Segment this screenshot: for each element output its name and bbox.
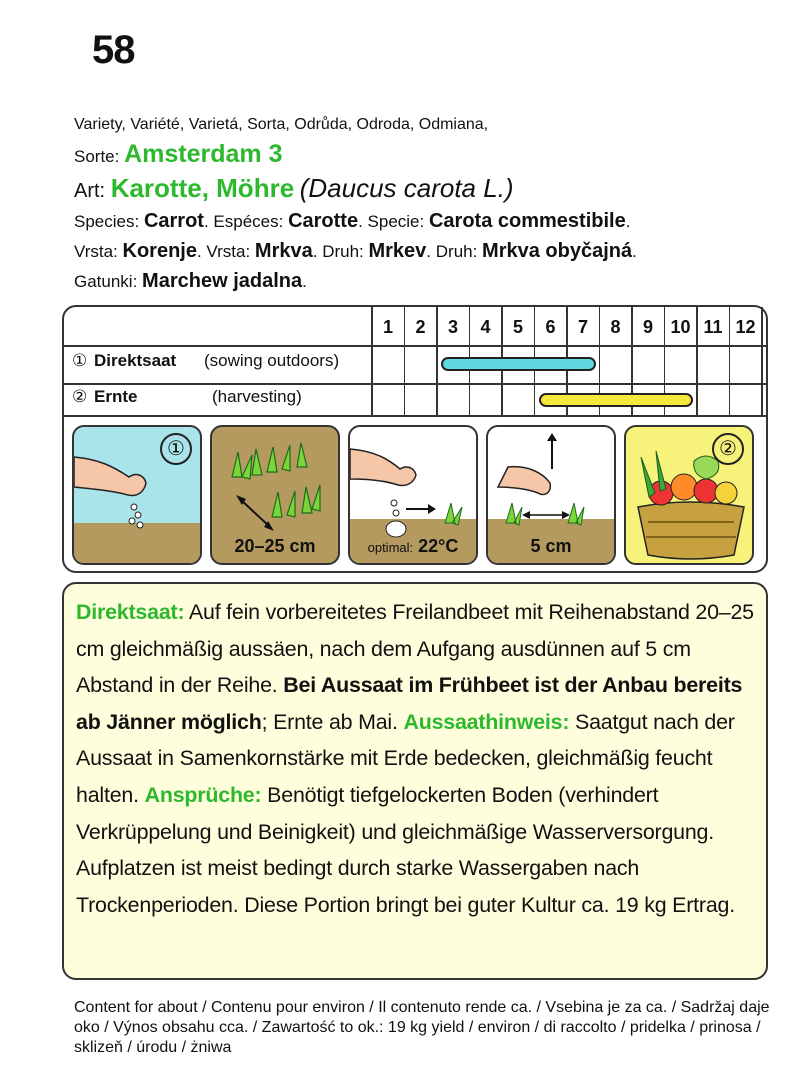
month-label: 8 bbox=[610, 317, 621, 337]
name-label: Species: bbox=[74, 212, 144, 231]
thinning-caption: 5 cm bbox=[530, 536, 572, 556]
month-label: 11 bbox=[703, 317, 723, 337]
separator: . bbox=[203, 212, 214, 231]
variety-line: Variety, Variété, Varietá, Sorta, Odrůda, Odroda, Odmiana, bbox=[74, 116, 489, 133]
temperature-value: 22°C bbox=[418, 536, 459, 556]
name-value: Carrot bbox=[143, 210, 204, 232]
separator: . bbox=[632, 242, 637, 261]
keyword-aussaathinweis: Aussaathinweis: bbox=[403, 709, 570, 734]
keyword-direktsaat: Direktsaat: bbox=[76, 600, 185, 624]
row-label: Ernte bbox=[94, 387, 138, 406]
temperature-label: optimal: bbox=[367, 540, 414, 555]
name-value: Korenje bbox=[122, 240, 197, 262]
gatunki-line bbox=[74, 270, 307, 293]
name-value: Marchew jadalna bbox=[142, 270, 303, 292]
name-value: Carotte bbox=[288, 210, 359, 232]
step-number: ② bbox=[712, 433, 744, 465]
name-label: Specie: bbox=[367, 212, 429, 231]
grid-line bbox=[64, 415, 768, 417]
art-name: Karotte, Möhre bbox=[110, 173, 295, 203]
row-number: ② bbox=[72, 387, 88, 406]
sorte-label: Sorte: bbox=[74, 147, 120, 166]
name-label: Vrsta: bbox=[206, 242, 255, 261]
month-label: 2 bbox=[415, 317, 426, 337]
row-note: (harvesting) bbox=[212, 387, 302, 406]
variety-name: Amsterdam 3 bbox=[124, 140, 283, 168]
description-paragraph bbox=[76, 594, 754, 923]
picto-row-spacing bbox=[210, 425, 340, 565]
sowing-bar bbox=[441, 357, 596, 371]
month-label: 5 bbox=[512, 317, 523, 337]
description-box bbox=[62, 582, 768, 980]
name-value: Mrkva obyčajná bbox=[482, 240, 633, 262]
picto-harvest bbox=[624, 425, 754, 565]
month-label: 3 bbox=[447, 317, 458, 337]
name-label: Vrsta: bbox=[74, 242, 123, 261]
picto-sowing bbox=[72, 425, 202, 565]
name-label: Druh: bbox=[322, 242, 369, 261]
name-value: Mrkev bbox=[368, 240, 427, 262]
footer-yield-note: Content for about / Contenu pour environ / Il contenuto rende ca. / Vsebina je za ca. / Sadržaj daje oko / Výnos obsahu cca. / Zawartość to ok.: 19 kg yield / environ / di raccolto / pridelka / prinosa / sklizeň / úrodu / żniwa bbox=[74, 999, 770, 1056]
grid-line bbox=[64, 383, 768, 385]
latin-name: (Daucus carota L.) bbox=[299, 173, 514, 203]
calendar-box bbox=[62, 305, 768, 573]
temperature-caption bbox=[350, 536, 476, 557]
month-label: 1 bbox=[382, 317, 393, 337]
name-value: Mrkva bbox=[254, 240, 313, 262]
separator: . bbox=[312, 242, 323, 261]
name-label: Espéces: bbox=[213, 212, 289, 231]
art-label: Art: bbox=[74, 180, 106, 202]
month-label: 7 bbox=[577, 317, 588, 337]
picto-temperature bbox=[348, 425, 478, 565]
name-label: Gatunki: bbox=[74, 272, 143, 291]
text-part: Saatgut nach der Aussaat in Samenkornstärke mit Erde bedecken, gleichmäßig feucht halten. bbox=[76, 709, 735, 807]
text-part: Auf fein vorbereitetes Freilandbeet mit Reihenabstand 20–25 cm gleichmäßig aussäen, nach dem Aufgang ausdünnen auf 5 cm Abstand in der Reihe. bbox=[76, 600, 754, 698]
month-label: 4 bbox=[480, 317, 491, 337]
month-label: 6 bbox=[545, 317, 556, 337]
bold-note: Bei Aussaat im Frühbeet ist der Anbau bereits ab Jänner möglich bbox=[76, 673, 743, 734]
page-number: 58 bbox=[92, 28, 135, 72]
name-label: Druh: bbox=[435, 242, 483, 261]
month-label: 12 bbox=[735, 317, 756, 337]
text-part: ; Ernte ab Mai. bbox=[261, 709, 404, 734]
separator: . bbox=[426, 242, 436, 261]
art-line bbox=[74, 173, 514, 204]
month-label: 10 bbox=[670, 317, 691, 337]
month-label: 9 bbox=[642, 317, 653, 337]
grid-line bbox=[64, 345, 768, 347]
row-spacing-caption: 20–25 cm bbox=[234, 536, 316, 556]
separator: . bbox=[302, 272, 307, 291]
step-number: ① bbox=[160, 433, 192, 465]
sorte-line bbox=[74, 140, 283, 169]
name-value: Carota commestibile bbox=[428, 210, 626, 232]
separator: . bbox=[196, 242, 207, 261]
row-note: (sowing outdoors) bbox=[204, 351, 340, 370]
keyword-ansprueche: Ansprüche: bbox=[144, 782, 262, 807]
species-line bbox=[74, 210, 630, 233]
text-part: Benötigt tiefgelockerten Boden (verhindert Verkrüppelung und Beinigkeit) und gleichmäßige Wasserversorgung. Aufplatzen ist meist bedingt durch starke Wassergaben nach Trockenperioden. Diese Portion bringt bei guter Kultur ca. 19 kg Ertrag. bbox=[76, 782, 735, 917]
picto-thinning bbox=[486, 425, 616, 565]
vrsta-line bbox=[74, 240, 637, 263]
row-label: Direktsaat bbox=[94, 351, 177, 370]
separator: . bbox=[358, 212, 368, 231]
harvest-bar bbox=[539, 393, 694, 407]
separator: . bbox=[625, 212, 631, 231]
row-number: ① bbox=[72, 351, 88, 370]
